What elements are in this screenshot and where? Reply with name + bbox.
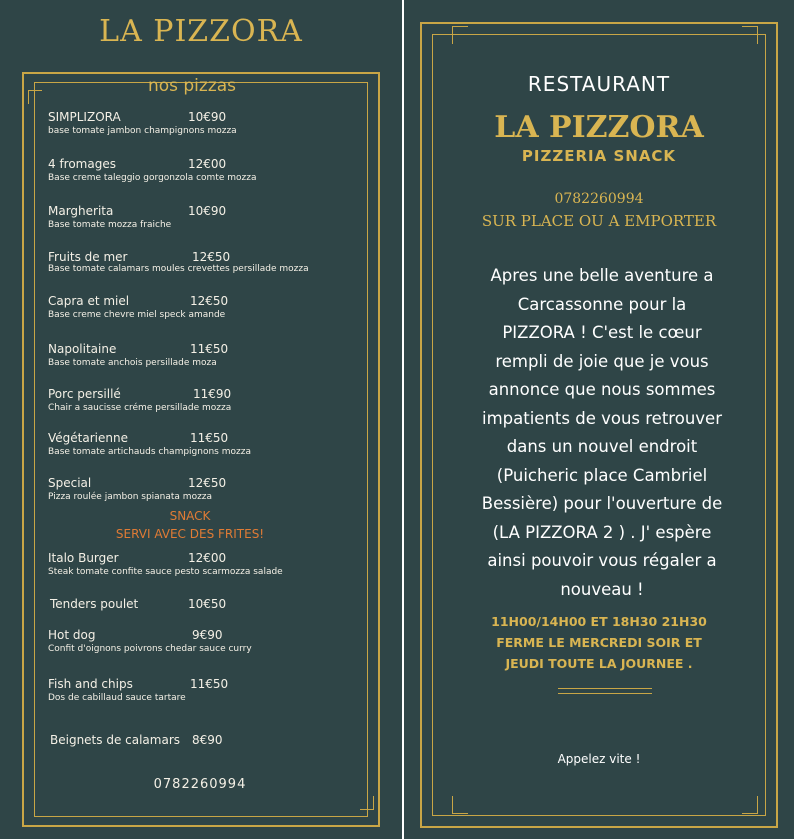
right-phone: 0782260994 xyxy=(554,191,644,207)
paragraph-line: annonce que nous sommes xyxy=(488,380,716,399)
item-name: Végétarienne xyxy=(48,431,128,445)
snack-heading: SNACK xyxy=(169,509,211,523)
item-price: 10€90 xyxy=(188,110,227,124)
divider-line xyxy=(558,688,652,689)
paragraph-line: rempli de joie que je vous xyxy=(495,351,709,371)
paragraph-line: dans un nouvel endroit xyxy=(506,437,698,456)
paragraph-line: Carcassonne pour la xyxy=(517,294,687,314)
item-desc: Base creme taleggio gorgonzola comte mozza xyxy=(48,173,257,183)
item-desc: Base creme chevre miel speck amande xyxy=(48,310,226,320)
item-price: 12€00 xyxy=(188,157,227,171)
item-name: Fish and chips xyxy=(48,677,133,691)
item-name: Napolitaine xyxy=(48,342,117,356)
paragraph-line: nouveau ! xyxy=(560,579,644,599)
left-title: LA PIZZORA xyxy=(99,14,303,49)
hours-line: FERME LE MERCREDI SOIR ET xyxy=(496,635,702,650)
restaurant-subtitle: PIZZERIA SNACK xyxy=(521,147,677,165)
item-name: Capra et miel xyxy=(48,294,130,308)
item-name: Hot dog xyxy=(48,628,96,642)
restaurant-label: RESTAURANT xyxy=(527,72,671,96)
paragraph-line: ainsi pouvoir vous régaler a xyxy=(487,551,717,570)
hours-line: 11H00/14H00 ET 18H30 21H30 xyxy=(491,614,707,629)
divider-line xyxy=(558,693,652,694)
item-price: 12€50 xyxy=(190,294,229,308)
item-price: 11€50 xyxy=(190,431,229,445)
item-name: Fruits de mer xyxy=(48,250,128,264)
paragraph-line: (LA PIZZORA 2 ) . J' espère xyxy=(492,522,712,542)
item-desc: Base tomate mozza fraiche xyxy=(48,220,172,230)
item-name: Italo Burger xyxy=(48,551,119,565)
item-name: Margherita xyxy=(48,204,114,218)
announcement-paragraph xyxy=(452,262,752,604)
call-text: Appelez vite ! xyxy=(557,752,641,766)
item-name: Porc persillé xyxy=(48,387,121,401)
right-frame-corner-tl xyxy=(452,26,468,44)
pizzas-heading: nos pizzas xyxy=(147,76,237,96)
item-desc: Base tomate artichauds champignons mozza xyxy=(48,447,251,457)
paragraph-line: Apres une belle aventure a xyxy=(490,266,714,285)
paragraph-line: Bessière) pour l'ouverture de xyxy=(481,494,723,513)
item-name: Special xyxy=(48,476,92,490)
item-price: 10€90 xyxy=(188,204,227,218)
paragraph-line: (Puicheric place Cambriel xyxy=(496,465,708,485)
right-frame-corner-tr xyxy=(742,26,758,44)
item-price: 10€50 xyxy=(188,597,227,611)
item-price: 11€90 xyxy=(193,387,232,401)
item-price: 12€50 xyxy=(188,476,227,490)
paragraph-line: PIZZORA ! C'est le cœur xyxy=(502,323,702,342)
item-desc: Base tomate anchois persillade moza xyxy=(48,358,217,368)
item-desc: Chair a saucisse créme persillade mozza xyxy=(48,403,232,413)
item-name: 4 fromages xyxy=(48,157,116,171)
item-name: Tenders poulet xyxy=(50,597,139,611)
item-name: Beignets de calamars xyxy=(50,733,181,747)
hours-line: JEUDI TOUTE LA JOURNEE . xyxy=(505,656,693,671)
item-price: 11€50 xyxy=(190,677,229,691)
item-desc: Steak tomate confite sauce pesto scarmozza salade xyxy=(48,567,283,577)
opening-hours xyxy=(404,611,794,674)
item-price: 9€90 xyxy=(192,628,223,642)
item-desc: base tomate jambon champignons mozza xyxy=(48,126,237,136)
service-mode: SUR PLACE OU A EMPORTER xyxy=(481,212,717,230)
item-price: 11€50 xyxy=(190,342,229,356)
item-desc: Confit d'oignons poivrons chedar sauce curry xyxy=(48,644,252,654)
right-frame-corner-bl xyxy=(452,796,468,814)
item-desc: Base tomate calamars moules crevettes persillade mozza xyxy=(48,264,309,274)
item-price: 12€00 xyxy=(188,551,227,565)
right-frame-corner-br xyxy=(742,796,758,814)
snack-subheading: SERVI AVEC DES FRITES! xyxy=(115,527,265,541)
paragraph-line: impatients de vous retrouver xyxy=(482,408,722,428)
item-desc: Dos de cabillaud sauce tartare xyxy=(48,693,186,703)
item-desc: Pizza roulée jambon spianata mozza xyxy=(48,492,213,502)
item-price: 12€50 xyxy=(192,250,231,264)
item-name: SIMPLIZORA xyxy=(48,110,121,124)
left-phone: 0782260994 xyxy=(153,777,247,792)
restaurant-name: LA PIZZORA xyxy=(494,110,704,145)
left-frame-corner-br xyxy=(360,796,374,810)
item-price: 8€90 xyxy=(192,733,223,747)
